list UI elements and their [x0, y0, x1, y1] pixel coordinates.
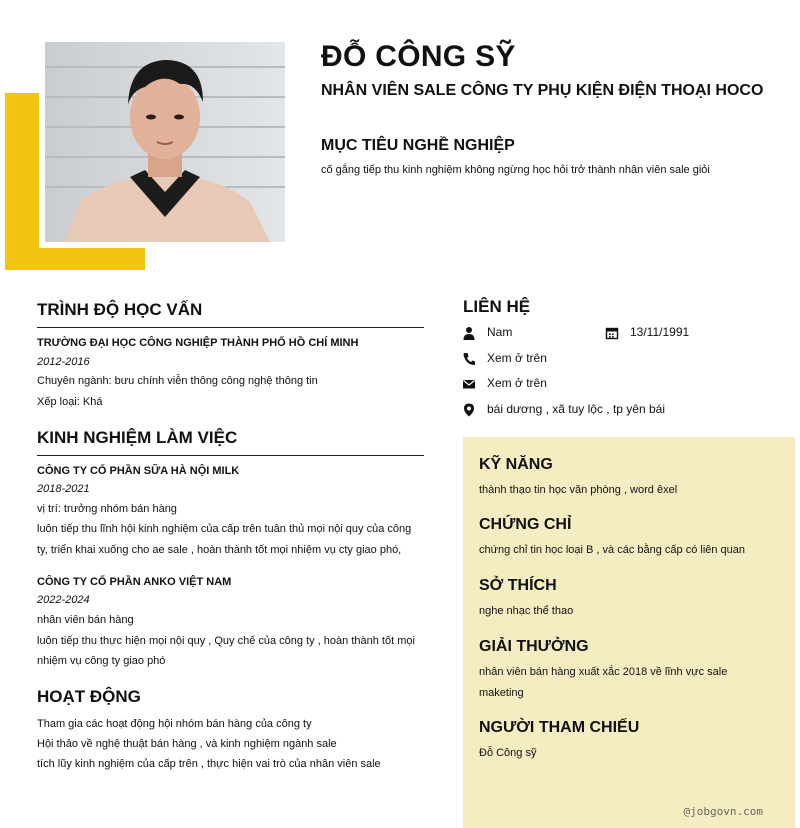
certificates-text: chứng chỉ tin học loại B , và các bằng cấp có liên quan [479, 544, 746, 556]
experience-heading: KINH NGHIỆM LÀM VIỆC [37, 428, 424, 456]
contact-address: bái dương , xã tuy lộc , tp yên bái [487, 402, 666, 416]
job-1-years: 2018-2021 [37, 483, 90, 495]
contact-gender: Nam [487, 325, 513, 339]
objective-text: cố gắng tiếp thu kinh nghiệm không ngừng học hỏi trở thành nhân viên sale giỏi [321, 164, 710, 176]
contact-heading: LIÊN HỆ [463, 297, 531, 316]
accent-bar-horizontal [5, 248, 145, 270]
phone-icon [462, 352, 476, 366]
job-2-desc-line2: nhiệm vụ công ty giao phó [37, 655, 166, 667]
job-1-desc-line2: ty, triển khai xuống cho ae sale , hoàn thành tốt mọi nhiệm vụ cty giao phó, [37, 544, 402, 556]
job-1-role: vị trí: trưởng nhóm bán hàng [37, 503, 177, 515]
awards-text-line2: maketing [479, 687, 524, 699]
skills-text: thành thạo tin học văn phòng , word êxel [479, 484, 678, 496]
job-2-company: CÔNG TY CỔ PHẦN ANKO VIỆT NAM [37, 576, 232, 588]
awards-heading: GIẢI THƯỞNG [479, 638, 589, 655]
hobbies-text: nghe nhạc thể thao [479, 605, 574, 617]
job-2-desc-line1: luôn tiếp thu thực hiện mọi nội quy , Quy chế của công ty , hoàn thành tốt mọi [37, 635, 415, 647]
profile-photo [45, 42, 285, 242]
education-major: Chuyên ngành: bưu chính viễn thông công nghệ thông tin [37, 375, 318, 387]
contact-email: Xem ở trên [487, 376, 547, 390]
hobbies-heading: SỞ THÍCH [479, 577, 557, 594]
education-years: 2012-2016 [37, 356, 90, 368]
activities-heading: HOẠT ĐỘNG [37, 687, 141, 706]
job-position: NHÂN VIÊN SALE CÔNG TY PHỤ KIỆN ĐIỆN THOẠI HOCO [321, 82, 764, 99]
activity-item: tích lũy kinh nghiệm của cấp trên , thực hiện vai trò của nhân viên sale [37, 758, 381, 770]
side-panel [463, 437, 795, 828]
job-1-company: CÔNG TY CỔ PHẦN SỮA HÀ NỘI MILK [37, 465, 240, 477]
calendar-icon [605, 326, 619, 340]
education-heading: TRÌNH ĐỘ HỌC VẤN [37, 300, 424, 328]
education-school: TRƯỜNG ĐẠI HỌC CÔNG NGHIỆP THÀNH PHỐ HỒ CHÍ MINH [37, 337, 359, 349]
references-heading: NGƯỜI THAM CHIẾU [479, 719, 640, 736]
activity-item: Tham gia các hoạt động hội nhóm bán hàng của công ty [37, 718, 312, 730]
job-1-desc-line1: luôn tiếp thu lĩnh hội kinh nghiệm của cấp trên tuân thủ mọi nội quy của công [37, 523, 412, 535]
watermark: @jobgovn.com [683, 805, 763, 818]
candidate-name: ĐỖ CÔNG SỸ [321, 40, 516, 73]
activity-item: Hội thảo về nghệ thuật bán hàng , và kinh nghiệm ngành sale [37, 738, 337, 750]
references-text: Đỗ Công sỹ [479, 747, 537, 759]
awards-text-line1: nhân viên bán hàng xuất xắc 2018 về lĩnh vực sale [479, 666, 728, 678]
person-icon [462, 326, 476, 340]
education-rank: Xếp loại: Khá [37, 396, 103, 408]
location-pin-icon [462, 403, 476, 417]
certificates-heading: CHỨNG CHỈ [479, 516, 572, 533]
contact-phone: Xem ở trên [487, 351, 547, 365]
accent-bar-vertical [5, 93, 39, 270]
mail-icon [462, 377, 476, 391]
contact-birthday: 13/11/1991 [630, 325, 690, 339]
job-2-role: nhân viên bán hàng [37, 614, 134, 626]
skills-heading: KỸ NĂNG [479, 456, 553, 473]
job-2-years: 2022-2024 [37, 594, 90, 606]
objective-heading: MỤC TIÊU NGHỀ NGHIỆP [321, 137, 515, 154]
